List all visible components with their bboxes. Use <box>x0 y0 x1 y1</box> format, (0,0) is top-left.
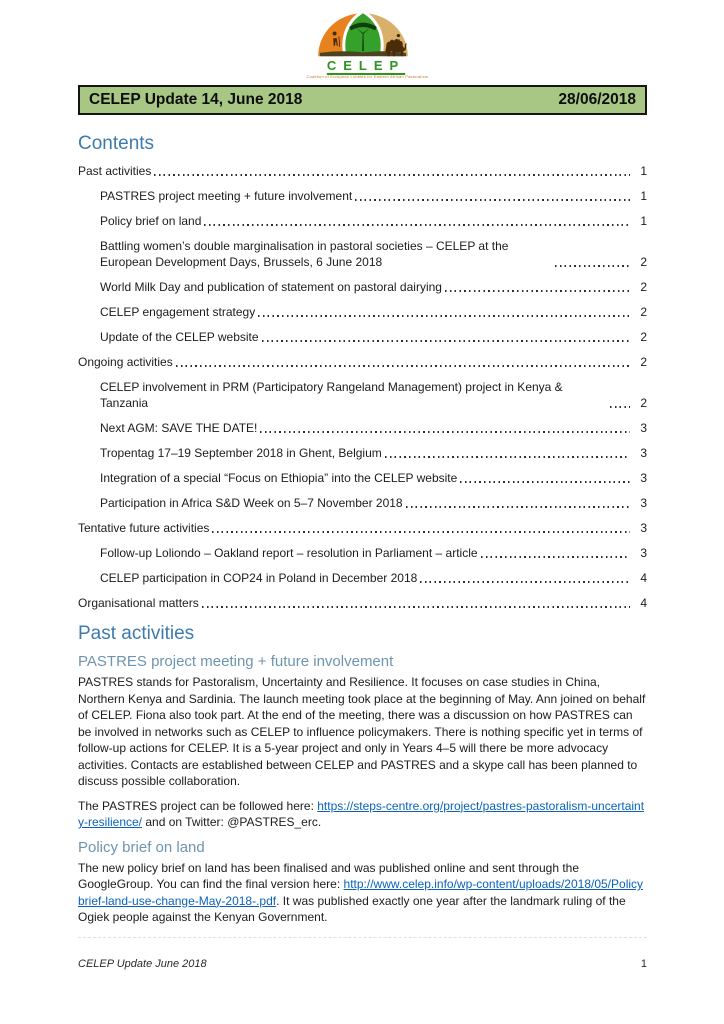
toc-page-number: 3 <box>640 471 647 485</box>
toc-entry-label: CELEP engagement strategy <box>100 305 256 319</box>
toc-entry-label: CELEP involvement in PRM (Participatory Rangeland Management) project in Kenya & Tanzania <box>100 380 563 410</box>
toc-leader-dots <box>355 199 630 201</box>
toc-entry-label: Integration of a special “Focus on Ethiopia” into the CELEP website <box>100 471 458 485</box>
toc-page-number: 1 <box>640 164 647 178</box>
pastres-project-link[interactable]: https://steps-centre.org/project/pastres-pastoralism-uncertainty-resilience/ <box>78 798 645 829</box>
toc-entry-cop24[interactable] <box>78 570 647 586</box>
toc-leader-dots <box>445 290 630 292</box>
toc-entry-tentative-future[interactable] <box>78 520 647 536</box>
toc-entry-ongoing-activities[interactable] <box>78 354 647 370</box>
toc-leader-dots <box>258 315 630 317</box>
toc-entry-label: CELEP participation in COP24 in Poland in December 2018 <box>100 571 418 585</box>
document-title: CELEP Update 14, June 2018 <box>89 91 303 108</box>
page-footer <box>78 958 647 970</box>
toc-page-number: 2 <box>640 255 647 269</box>
toc-page-number: 2 <box>640 396 647 410</box>
toc-entry-label: Past activities <box>78 164 152 178</box>
toc-entry-policy-brief[interactable] <box>78 213 647 229</box>
subsection-heading-pastres: PASTRES project meeting + future involvement <box>78 653 394 670</box>
toc-page-number: 2 <box>640 305 647 319</box>
toc-page-number: 3 <box>640 446 647 460</box>
toc-page-number: 3 <box>640 521 647 535</box>
toc-entry-africa-sd-week[interactable] <box>78 495 647 511</box>
footer-page-number: 1 <box>640 958 647 970</box>
toc-entry-loliondo[interactable] <box>78 545 647 561</box>
paragraph-policy-brief-tail: . It was published exactly one year after the landmark ruling of the Ogiek people against the Kenyan Government. <box>78 893 626 924</box>
paragraph-policy-brief <box>78 860 647 926</box>
document-date: 28/06/2018 <box>558 91 636 108</box>
document-header-bar <box>78 85 647 115</box>
toc-leader-dots <box>260 431 630 433</box>
toc-page-number: 4 <box>640 571 647 585</box>
toc-leader-dots <box>176 365 630 367</box>
toc-leader-dots <box>262 340 630 342</box>
footer-divider <box>78 937 647 938</box>
footer-document-name: CELEP Update June 2018 <box>78 958 207 970</box>
subsection-heading-policy-brief: Policy brief on land <box>78 838 205 856</box>
toc-entry-next-agm[interactable] <box>78 420 647 436</box>
toc-leader-dots <box>481 556 630 558</box>
toc-leader-dots <box>202 606 630 608</box>
toc-entry-label: Tropentag 17–19 September 2018 in Ghent, Belgium <box>100 446 382 460</box>
toc-entry-website-update[interactable] <box>78 329 647 345</box>
toc-page-number: 3 <box>640 421 647 435</box>
toc-leader-dots <box>460 481 630 483</box>
toc-entry-label: Policy brief on land <box>100 214 202 228</box>
policy-brief-pdf-link[interactable]: http://www.celep.info/wp-content/uploads/2018/05/Policybrief-land-use-change-May-2018-.pdf <box>78 877 644 908</box>
logo-tagline: Coalition of European Lobbies for Eastern African Pastoralism <box>306 74 429 79</box>
toc-leader-dots <box>154 174 630 176</box>
contents-heading: Contents <box>78 133 155 154</box>
toc-entry-label: Ongoing activities <box>78 355 173 369</box>
toc-leader-dots <box>420 581 630 583</box>
toc-page-number: 2 <box>640 355 647 369</box>
toc-page-number: 1 <box>640 189 647 203</box>
toc-leader-dots <box>555 265 630 267</box>
section-heading-past-activities: Past activities <box>78 623 195 644</box>
toc-entry-label: Battling women’s double marginalisation in pastoral societies – CELEP at the European Development Days, Brussels, 6 June 2018 <box>100 239 509 269</box>
toc-entry-tropentag[interactable] <box>78 445 647 461</box>
logo-wordmark: CELEP <box>326 58 406 73</box>
toc-page-number: 1 <box>640 214 647 228</box>
paragraph-pastres-2-tail: and on Twitter: @PASTRES_erc. <box>142 815 322 829</box>
toc-entry-battling-women[interactable] <box>78 238 647 270</box>
toc-entry-pastres[interactable] <box>78 188 647 204</box>
toc-leader-dots <box>204 224 630 226</box>
toc-entry-label: Follow-up Loliondo – Oakland report – resolution in Parliament – article <box>100 546 478 560</box>
toc-entry-past-activities[interactable] <box>78 163 647 179</box>
toc-leader-dots <box>406 506 630 508</box>
toc-entry-prm-project[interactable] <box>78 379 647 411</box>
toc-page-number: 4 <box>640 596 647 610</box>
celep-logo <box>306 8 429 79</box>
paragraph-pastres-2 <box>78 798 647 831</box>
toc-entry-engagement-strategy[interactable] <box>78 304 647 320</box>
toc-entry-label: Tentative future activities <box>78 521 210 535</box>
toc-entry-label: World Milk Day and publication of statement on pastoral dairying <box>100 280 442 294</box>
toc-entry-label: Organisational matters <box>78 596 199 610</box>
paragraph-pastres-1: PASTRES stands for Pastoralism, Uncertainty and Resilience. It focuses on case studies in China, Northern Kenya and Sardinia. The launch meeting took place at the beginning of May. Ann joined on behalf of CELEP. Fiona also took part. At the end of the meeting, there was a discussion on how PASTRES can be involved in networks such as CELEP to influence policymakers. There is nothing specific yet in terms of follow-up actions for CELEP. It is a 5-year project and only in Years 4–5 will there be more advocacy activities. Contacts are established between CELEP and PASTRES and a skype call has been planned to discuss possible collaboration. <box>78 675 646 788</box>
toc-page-number: 3 <box>640 496 647 510</box>
toc-entry-focus-ethiopia[interactable] <box>78 470 647 486</box>
toc-page-number: 2 <box>640 280 647 294</box>
toc-leader-dots <box>610 406 630 408</box>
toc-leader-dots <box>212 531 630 533</box>
paragraph-pastres-2-text: The PASTRES project can be followed here: <box>78 798 318 813</box>
toc-entry-label: Update of the CELEP website <box>100 330 259 344</box>
toc-entry-label: Participation in Africa S&D Week on 5–7 November 2018 <box>100 496 403 510</box>
toc-leader-dots <box>385 456 630 458</box>
toc-page-number: 3 <box>640 546 647 560</box>
toc-page-number: 2 <box>640 330 647 344</box>
table-of-contents <box>78 163 647 611</box>
celep-logo-emblem <box>311 8 415 58</box>
toc-entry-label: PASTRES project meeting + future involvement <box>100 189 353 203</box>
toc-entry-label: Next AGM: SAVE THE DATE! <box>100 421 258 435</box>
paragraph-policy-brief-text: The new policy brief on land has been finalised and was published online and sent through the GoogleGroup. You can find the final version here: <box>78 860 580 891</box>
toc-entry-organisational-matters[interactable] <box>78 595 647 611</box>
toc-entry-world-milk-day[interactable] <box>78 279 647 295</box>
